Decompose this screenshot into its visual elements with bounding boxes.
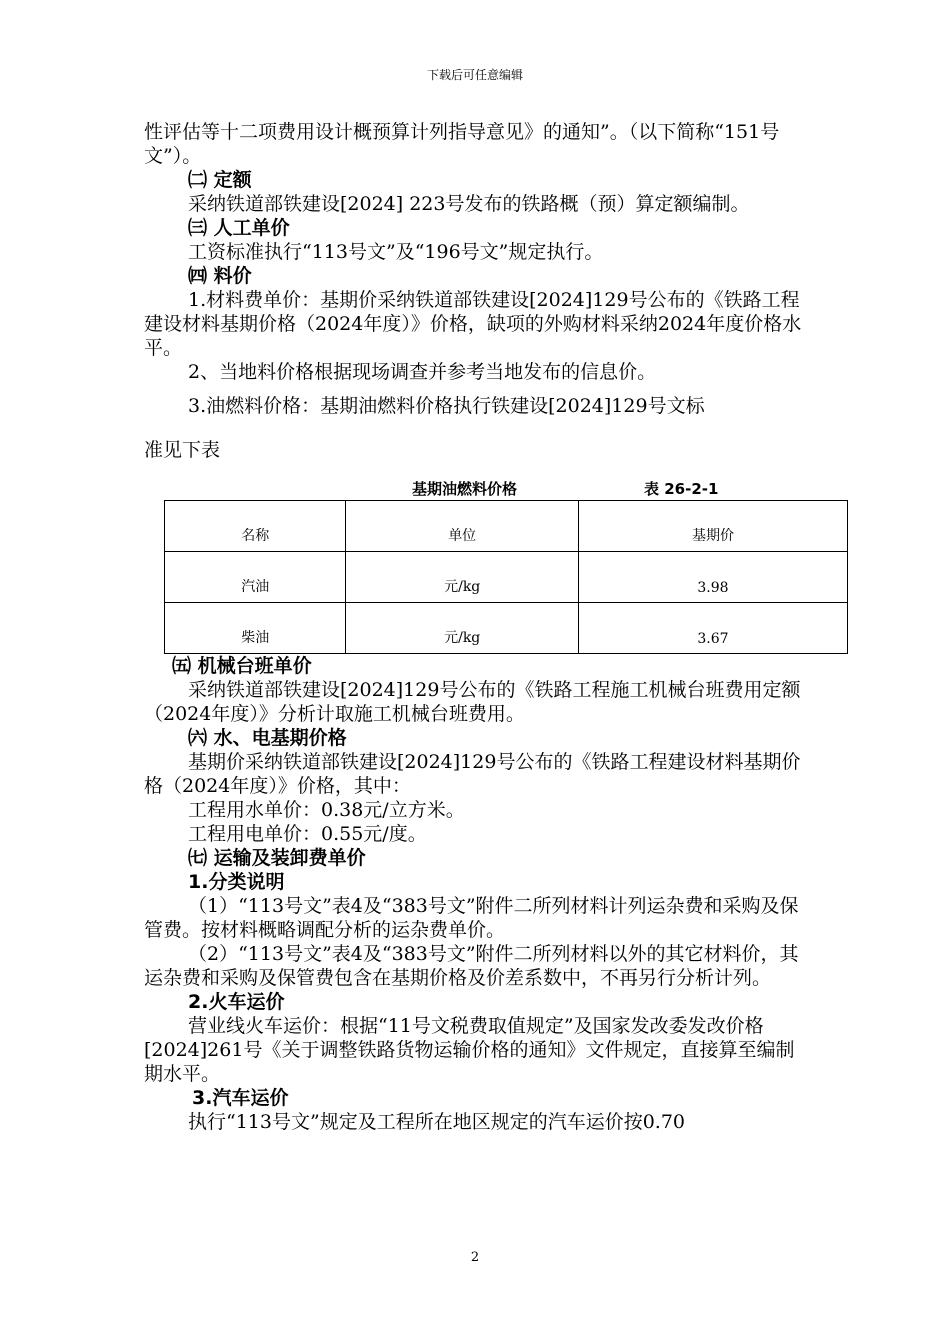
paragraph: 采纳铁道部铁建设[2024]129号公布的《铁路工程施工机械台班费用定额（2024年度）》分析计取施工机械台班费用。	[144, 679, 801, 725]
paragraph: （1）“113号文”表4及“383号文”附件二所列材料计列运杂费和采购及保管费。按材料概略调配分析的运杂费单价。	[144, 895, 799, 941]
subsection-heading: 3.汽车运价	[192, 1087, 289, 1109]
table-caption	[144, 474, 808, 498]
table-row	[165, 552, 848, 603]
table-row	[165, 603, 848, 654]
table-cell: 3.98	[578, 552, 847, 603]
paragraph: 性评估等十二项费用设计概预算计列指导意见》的通知”。（以下简称“151号文”）。	[144, 121, 780, 167]
paragraph: 执行“113号文”规定及工程所在地区规定的汽车运价按0.70	[188, 1111, 685, 1133]
table-cell: 汽油	[165, 552, 346, 603]
subsection-heading: 1.分类说明	[188, 871, 285, 893]
table-header-cell: 名称	[165, 501, 346, 552]
table-number: 表 26-2-1	[644, 480, 719, 498]
paragraph: 采纳铁道部铁建设[2024] 223号发布的铁路概（预）算定额编制。	[188, 193, 750, 215]
paragraph: 准见下表	[144, 439, 221, 461]
paragraph: 1.材料费单价：基期价采纳铁道部铁建设[2024]129号公布的《铁路工程建设材料基期价格（2024年度）》价格，缺项的外购材料采纳2024年度价格水平。	[144, 289, 802, 359]
table-cell: 元/kg	[346, 603, 579, 654]
paragraph: 工程用电单价：0.55元/度。	[188, 823, 427, 845]
table-cell: 3.67	[578, 603, 847, 654]
paragraph: 基期价采纳铁道部铁建设[2024]129号公布的《铁路工程建设材料基期价格（2024年度）》价格，其中：	[144, 751, 801, 797]
paragraph: （2）“113号文”表4及“383号文”附件二所列材料以外的其它材料价，其运杂费和采购及保管费包含在基期价格及价差系数中，不再另行分析计列。	[144, 943, 799, 989]
table-header-row	[165, 501, 848, 552]
fuel-price-table	[164, 500, 848, 654]
paragraph: 工资标准执行“113号文”及“196号文”规定执行。	[188, 241, 604, 263]
page-header: 下载后可任意编辑	[426, 68, 523, 82]
paragraph: 3.油燃料价格：基期油燃料价格执行铁建设[2024]129号文标	[188, 395, 705, 417]
table-title: 基期油燃料价格	[412, 480, 518, 498]
document-body	[144, 120, 808, 1134]
table-header-cell: 单位	[346, 501, 579, 552]
paragraph: 营业线火车运价：根据“11号文税费取值规定”及国家发改委发改价格[2024]261号《关于调整铁路货物运输价格的通知》文件规定，直接算至编制期水平。	[144, 1015, 795, 1085]
section-heading: ㈡ 定额	[188, 169, 252, 191]
page-number: 2	[470, 1250, 480, 1265]
paragraph: 工程用水单价：0.38元/立方米。	[188, 799, 465, 821]
section-heading: ㈤ 机械台班单价	[172, 655, 312, 677]
table-cell: 元/kg	[346, 552, 579, 603]
table-cell: 柴油	[165, 603, 346, 654]
paragraph: 2、当地料价格根据现场调查并参考当地发布的信息价。	[188, 361, 657, 383]
section-heading: ㈦ 运输及装卸费单价	[188, 847, 366, 869]
subsection-heading: 2.火车运价	[188, 991, 285, 1013]
section-heading: ㈥ 水、电基期价格	[188, 727, 347, 749]
section-heading: ㈣ 料价	[188, 265, 252, 287]
table-header-cell: 基期价	[578, 501, 847, 552]
section-heading: ㈢ 人工单价	[188, 217, 290, 239]
